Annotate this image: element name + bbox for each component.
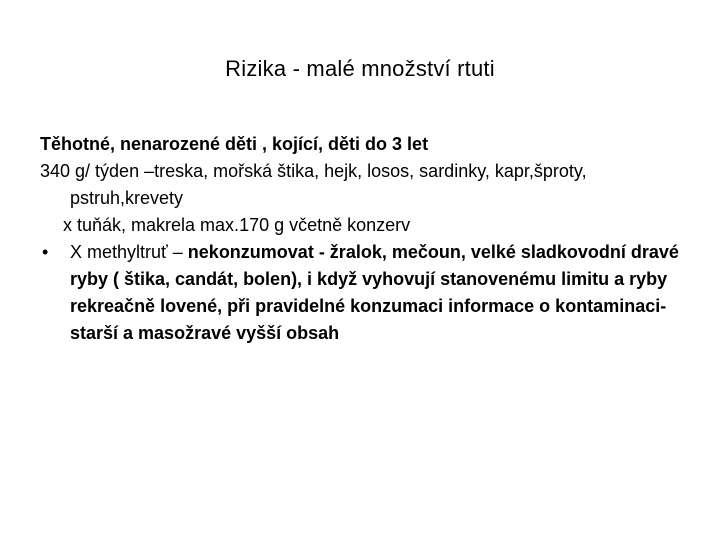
bullet-marker: •: [42, 242, 49, 262]
bullet-lead-text: X methyltruť –: [70, 242, 188, 262]
methylmercury-bullet: [40, 239, 690, 347]
bullet-bold-text: nekonzumovat - žralok, mečoun, velké sladkovodní dravé ryby ( štika, candát, bolen), i když vyhovují stanovenému limitu a ryby rekreačně lovené, při pravidelné konzumaci informace o kontaminaci- starší a masožravé vyšší obsah: [70, 242, 679, 343]
slide-title: Rizika - malé množství rtuti: [225, 56, 495, 81]
target-groups-line: Těhotné, nenarozené děti , kojící, děti do 3 let: [40, 134, 429, 154]
slide-content: [40, 131, 690, 347]
tuna-mackerel-line: x tuňák, makrela max.170 g včetně konzerv: [63, 215, 411, 235]
weekly-limit-line: 340 g/ týden –treska, mořská štika, hejk, losos, sardinky, kapr,šproty, pstruh,krevety: [40, 161, 587, 208]
